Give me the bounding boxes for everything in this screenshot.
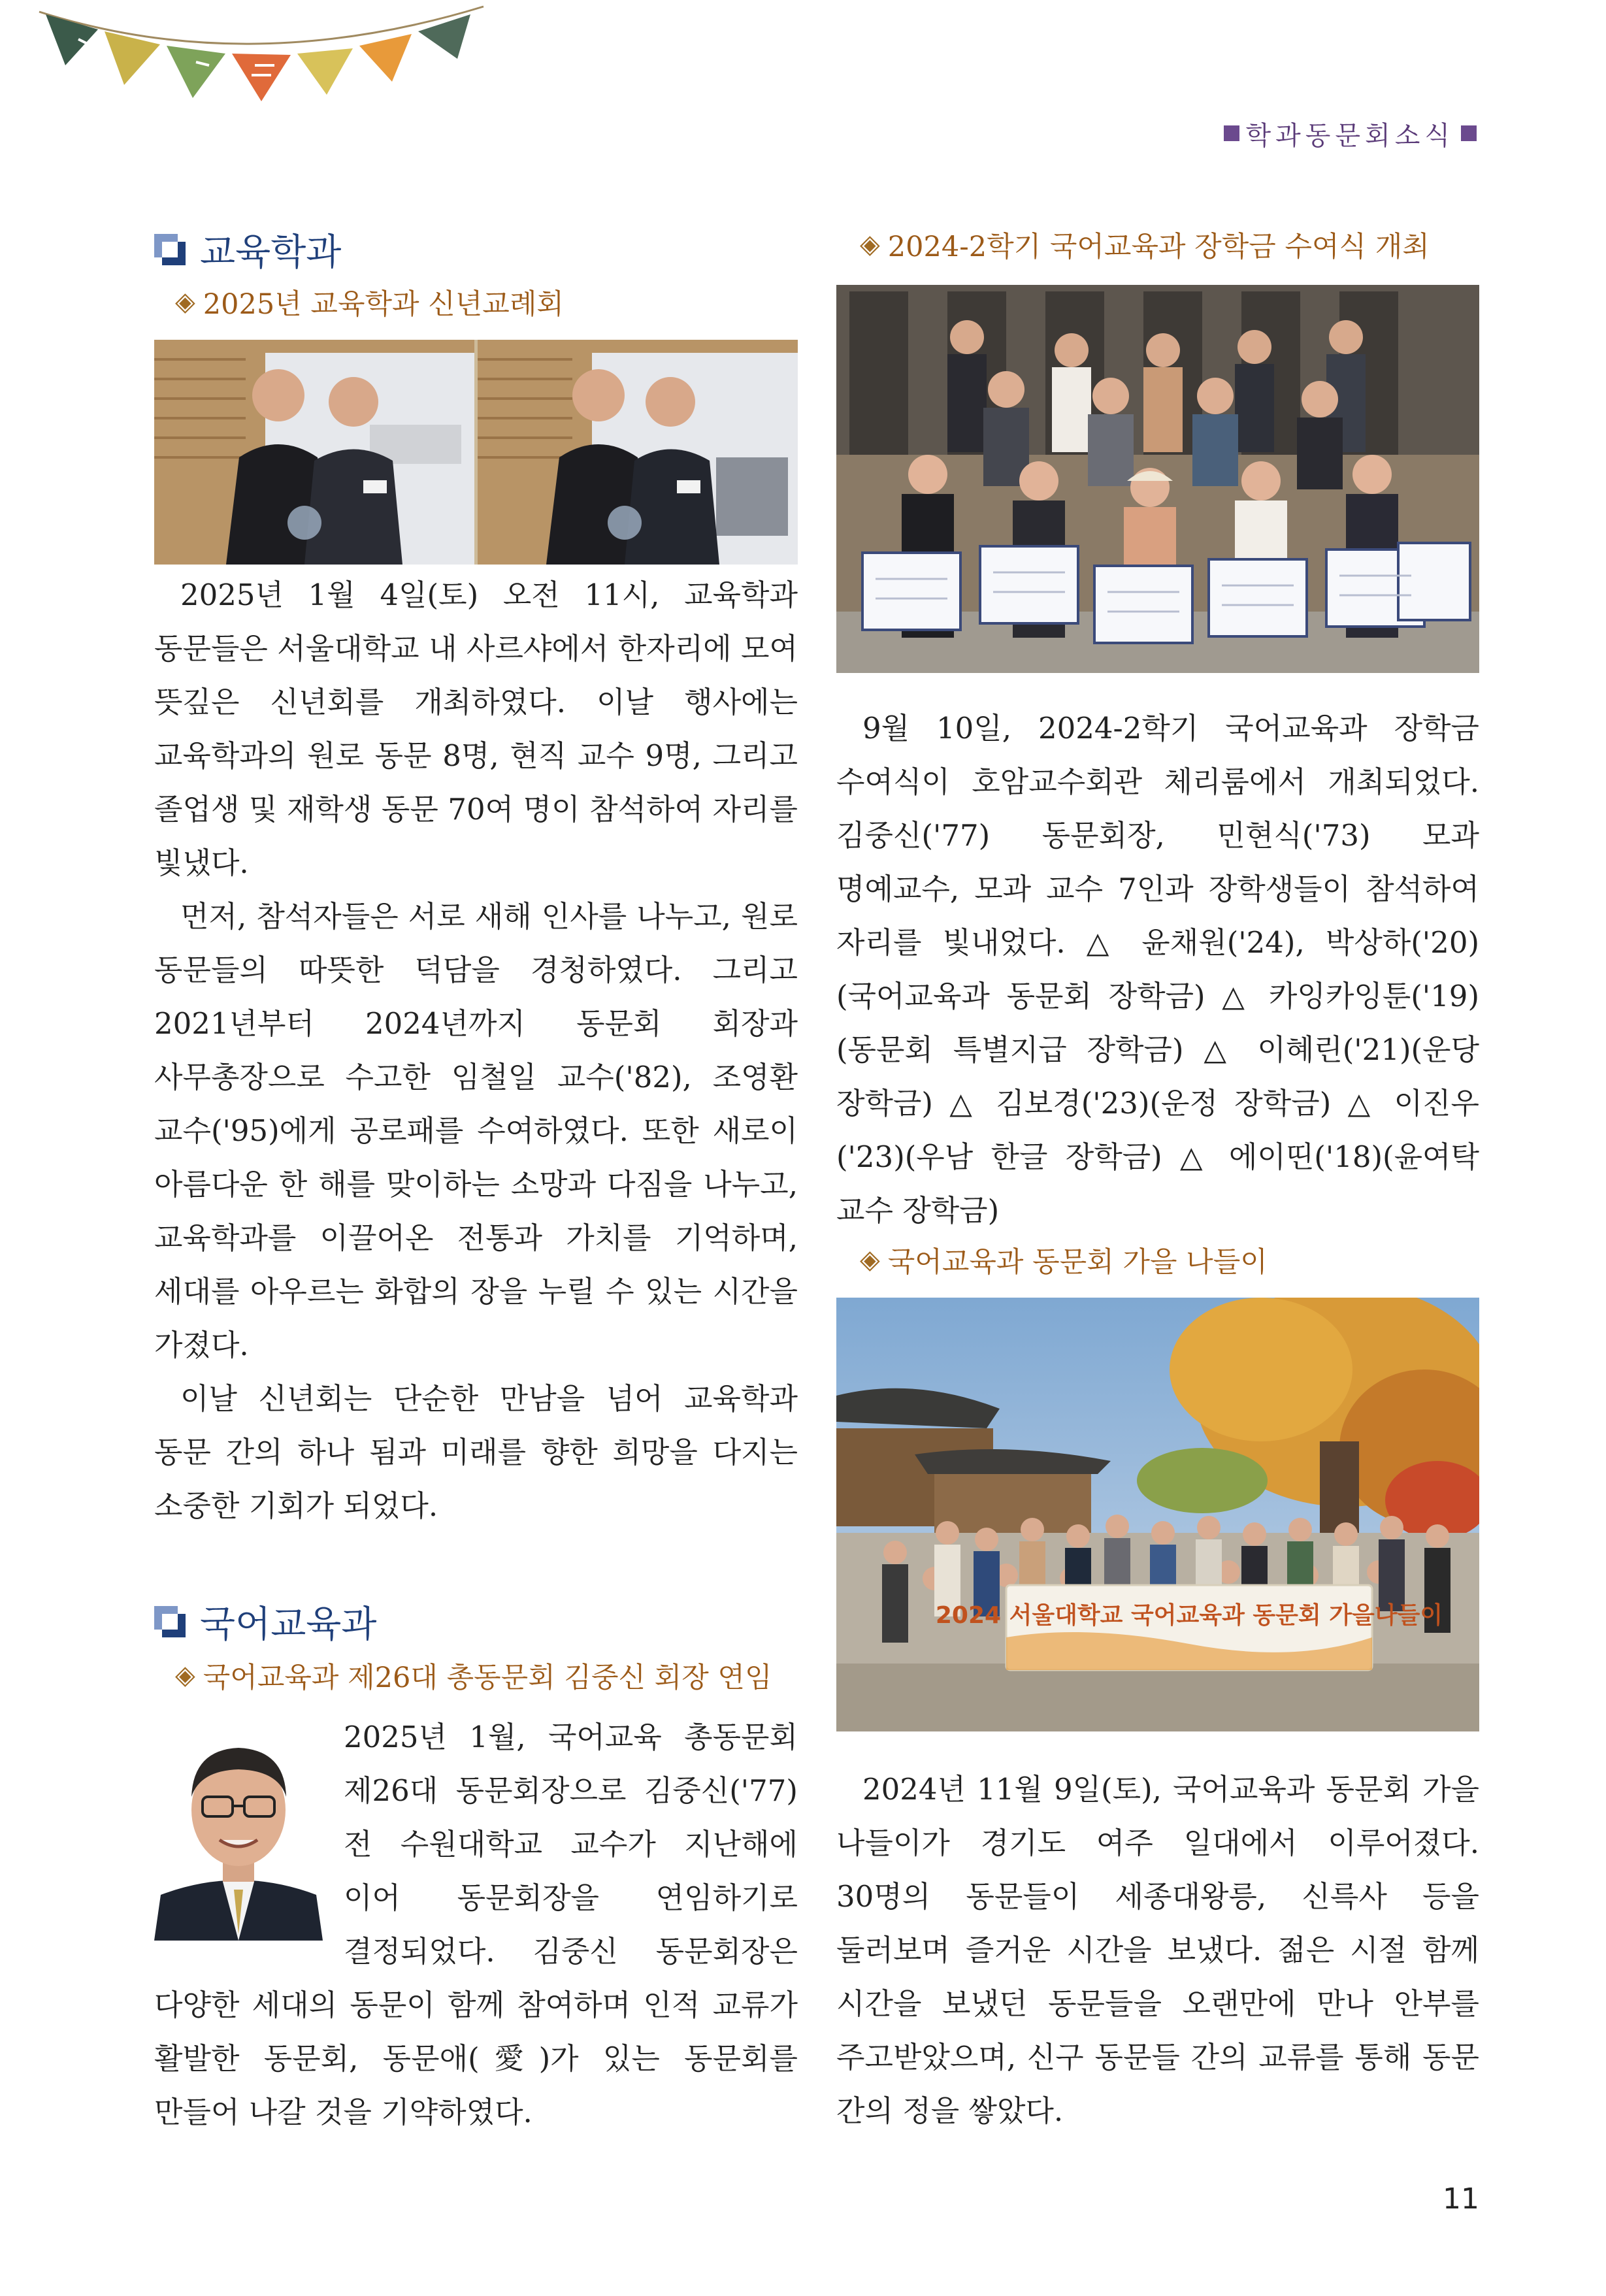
diamond-bullet-icon: ◈ bbox=[860, 229, 880, 259]
section-square-icon bbox=[154, 1606, 186, 1637]
autumn-outing-photo bbox=[836, 1298, 1479, 1731]
diamond-bullet-icon: ◈ bbox=[175, 1660, 195, 1690]
subheading-autumn-outing: ◈ 국어교육과 동문회 가을 나들이 bbox=[860, 1245, 1268, 1279]
diamond-bullet-icon: ◈ bbox=[860, 1245, 880, 1275]
section-title: 교육학과 bbox=[200, 231, 342, 274]
outing-banner-text: 2024 서울대학교 국어교육과 동문회 가을나들이 bbox=[935, 1602, 1443, 1629]
outing-article-body: 2024년 11월 9일(토), 국어교육과 동문회 가을 나들이가 경기도 여주 일대에서 이루어졌다. 30명의 동문들이 세종대왕릉, 신륵사 등을 둘러보며 즐거운 시간을 보냈다. 젊은 시절 함께 시간을 보냈던 동문들을 오랜만에 만나 안부를 주고받았으며, 신구 동문들 간의 교류를 통해 동문 간의 정을 쌓았다. bbox=[836, 1772, 1479, 2128]
subheading-new-year: ◈ 2025년 교육학과 신년교례회 bbox=[175, 287, 564, 321]
education-article-body: 2025년 1월 4일(토) 오전 11시, 교육학과 동문들은 서울대학교 내 사르샤에서 한자리에 모여 뜻깊은 신년회를 개최하였다. 이날 행사에는 교육학과의 원로 동문 8명, 현직 교수 9명, 그리고 졸업생 및 재학생 동문 70여 명이 참석하여 자리를 빛냈다. 먼저, 참석자들은 서로 새해 인사를 나누고, 원로 동문들의 따뜻한 덕담을 경청하였다. 그리고 2021년부터 2024년까지 동문회 회장과 사무총장으로 수고한 임철일 교수('82), 조영환 교수('95)에게 공로패를 수여하였다. 또한 새로이 아름다운 한 해를 맞이하는 소망과 다짐을 나누고, 교육학과를 이끌어온 전통과 가치를 기억하며, 세대를 아우르는 화합의 장을 누릴 수 있는 시간을 가졌다. 이날 신년회는 단순한 만남을 넘어 교육학과 동문 간의 하나 됨과 미래를 향한 희망을 다지는 소중한 기회가 되었다. bbox=[154, 578, 798, 1523]
president-article-body: 2025년 1월, 국어교육 총동문회 제26대 동문회장으로 김중신('77) 전 수원대학교 교수가 지난해에 이어 동문회장을 연임하기로 결정되었다. 김중신 동문회장은 다양한 세대의 동문이 함께 참여하며 인적 교류가 활발한 동문회, 동문애(愛)가 있는 동문회를 만들어 나갈 것을 기약하였다. bbox=[154, 1711, 798, 2139]
section-label bbox=[1176, 115, 1483, 152]
square-bullet-icon bbox=[1461, 125, 1477, 141]
section-title: 국어교육과 bbox=[200, 1603, 377, 1646]
portrait-spacer bbox=[154, 1711, 344, 1947]
section-square-icon bbox=[154, 234, 186, 265]
subheading-president-reelection: ◈ 국어교육과 제26대 총동문회 김중신 회장 연임 bbox=[175, 1660, 772, 1694]
section-heading-korean-education bbox=[154, 1596, 376, 1648]
subheading-scholarship: ◈ 2024-2학기 국어교육과 장학금 수여식 개최 bbox=[860, 229, 1430, 263]
diamond-bullet-icon: ◈ bbox=[175, 287, 195, 317]
scholarship-ceremony-photo bbox=[836, 285, 1479, 673]
square-bullet-icon bbox=[1224, 125, 1239, 141]
page-number: 11 bbox=[1443, 2182, 1479, 2216]
new-year-award-photo bbox=[154, 340, 798, 565]
scholarship-article-body: 9월 10일, 2024-2학기 국어교육과 장학금 수여식이 호암교수회관 체리룸에서 개최되었다. 김중신('77) 동문회장, 민현식('73) 모과 명예교수, 모과 교수 7인과 장학생들이 참석하여 자리를 빛내었다. △ 윤채원('24), 박상하('20)(국어교육과 동문회 장학금) △ 카잉카잉툰('19)(동문회 특별지급 장학금) △ 이혜린('21)(운당 장학금) △ 김보경('23)(운정 장학금) △ 이진우('23)(우남 한글 장학금) △ 에이띤('18)(윤여탁 교수 장학금) bbox=[836, 711, 1479, 1228]
section-label-text: 학과동문회소식 bbox=[1245, 120, 1454, 151]
section-heading-education bbox=[154, 223, 341, 276]
bunting-decoration bbox=[0, 0, 497, 124]
